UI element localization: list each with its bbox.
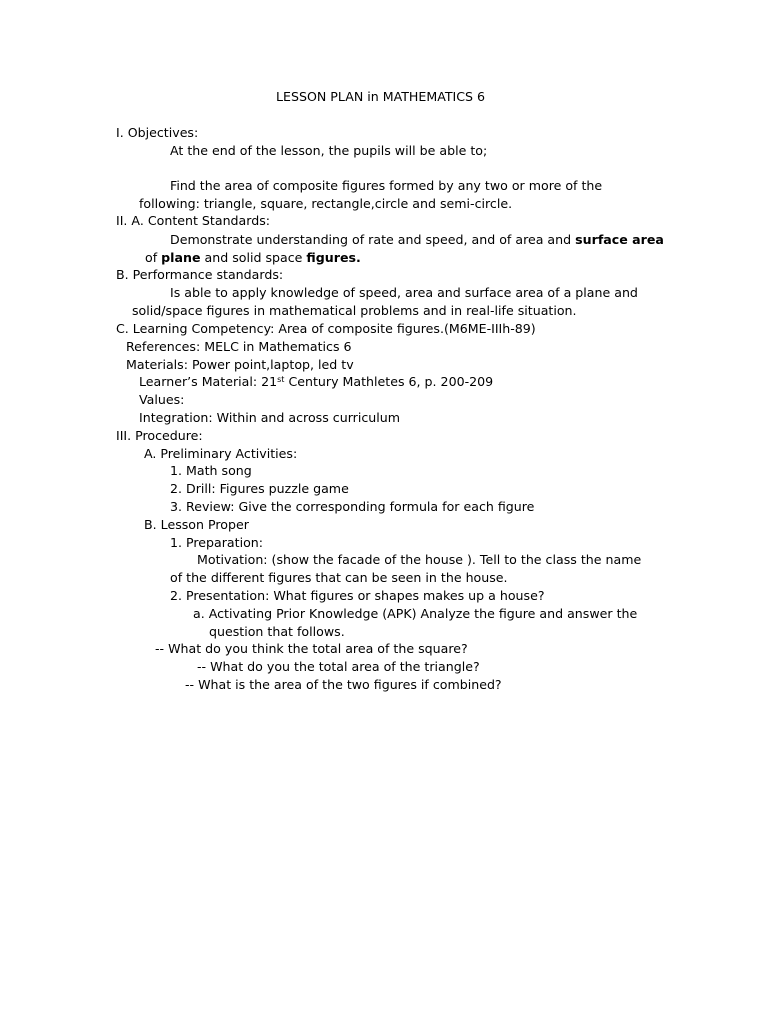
presentation: 2. Presentation: What figures or shapes makes up a house? <box>170 588 545 603</box>
question-item: -- What do you the total area of the triangle? <box>197 659 480 674</box>
document-title: LESSON PLAN in MATHEMATICS 6 <box>276 89 486 104</box>
procedure-heading: III. Procedure: <box>116 428 203 443</box>
objectives-line-2: following: triangle, square, rectangle,circle and semi-circle. <box>139 196 513 211</box>
learners-material-post: Century Mathletes 6, p. 200-209 <box>284 374 494 389</box>
objectives-heading: I. Objectives: <box>116 125 199 140</box>
content-standards-text: Demonstrate understanding of rate and speed, and of area and <box>170 232 576 247</box>
content-standards-line-1 <box>170 232 664 248</box>
learners-material <box>139 374 493 390</box>
performance-standards-heading: B. Performance standards: <box>116 267 284 282</box>
performance-standards-line-2: solid/space figures in mathematical problems and in real-life situation. <box>132 303 577 318</box>
question-item: -- What is the area of the two figures if combined? <box>185 677 502 692</box>
learning-competency: C. Learning Competency: Area of composite figures.(M6ME-IIIh-89) <box>116 321 536 336</box>
surface-area-bold: surface area <box>575 232 664 247</box>
materials: Materials: Power point,laptop, led tv <box>126 357 354 372</box>
preliminary-heading: A. Preliminary Activities: <box>144 446 298 461</box>
content-standards-solid: and solid space <box>200 250 307 265</box>
content-standards-heading: II. A. Content Standards: <box>116 213 271 228</box>
motivation-line-2: of the different figures that can be seen in the house. <box>170 570 508 585</box>
performance-standards-line-1: Is able to apply knowledge of speed, area and surface area of a plane and <box>170 285 638 300</box>
content-standards-of: of <box>145 250 162 265</box>
plane-bold: plane <box>161 250 201 265</box>
objectives-line-1: Find the area of composite figures formed by any two or more of the <box>170 178 603 193</box>
figures-bold: figures. <box>306 250 361 265</box>
references: References: MELC in Mathematics 6 <box>126 339 352 354</box>
apk-line-1: a. Activating Prior Knowledge (APK) Analyze the figure and answer the <box>193 606 638 621</box>
lesson-proper-heading: B. Lesson Proper <box>144 517 249 532</box>
integration: Integration: Within and across curriculum <box>139 410 400 425</box>
preparation: 1. Preparation: <box>170 535 264 550</box>
question-item: -- What do you think the total area of the square? <box>155 641 468 656</box>
motivation-line-1: Motivation: (show the facade of the house ). Tell to the class the name <box>197 552 642 567</box>
preliminary-item: 1. Math song <box>170 463 252 478</box>
content-standards-line-2 <box>145 250 361 266</box>
preliminary-item: 3. Review: Give the corresponding formula for each figure <box>170 499 535 514</box>
learners-material-pre: Learner’s Material: 21 <box>139 374 278 389</box>
values: Values: <box>139 392 185 407</box>
apk-line-2: question that follows. <box>209 624 345 639</box>
preliminary-item: 2. Drill: Figures puzzle game <box>170 481 349 496</box>
objectives-intro: At the end of the lesson, the pupils will be able to; <box>170 143 488 158</box>
learners-material-sup: st <box>277 375 285 384</box>
